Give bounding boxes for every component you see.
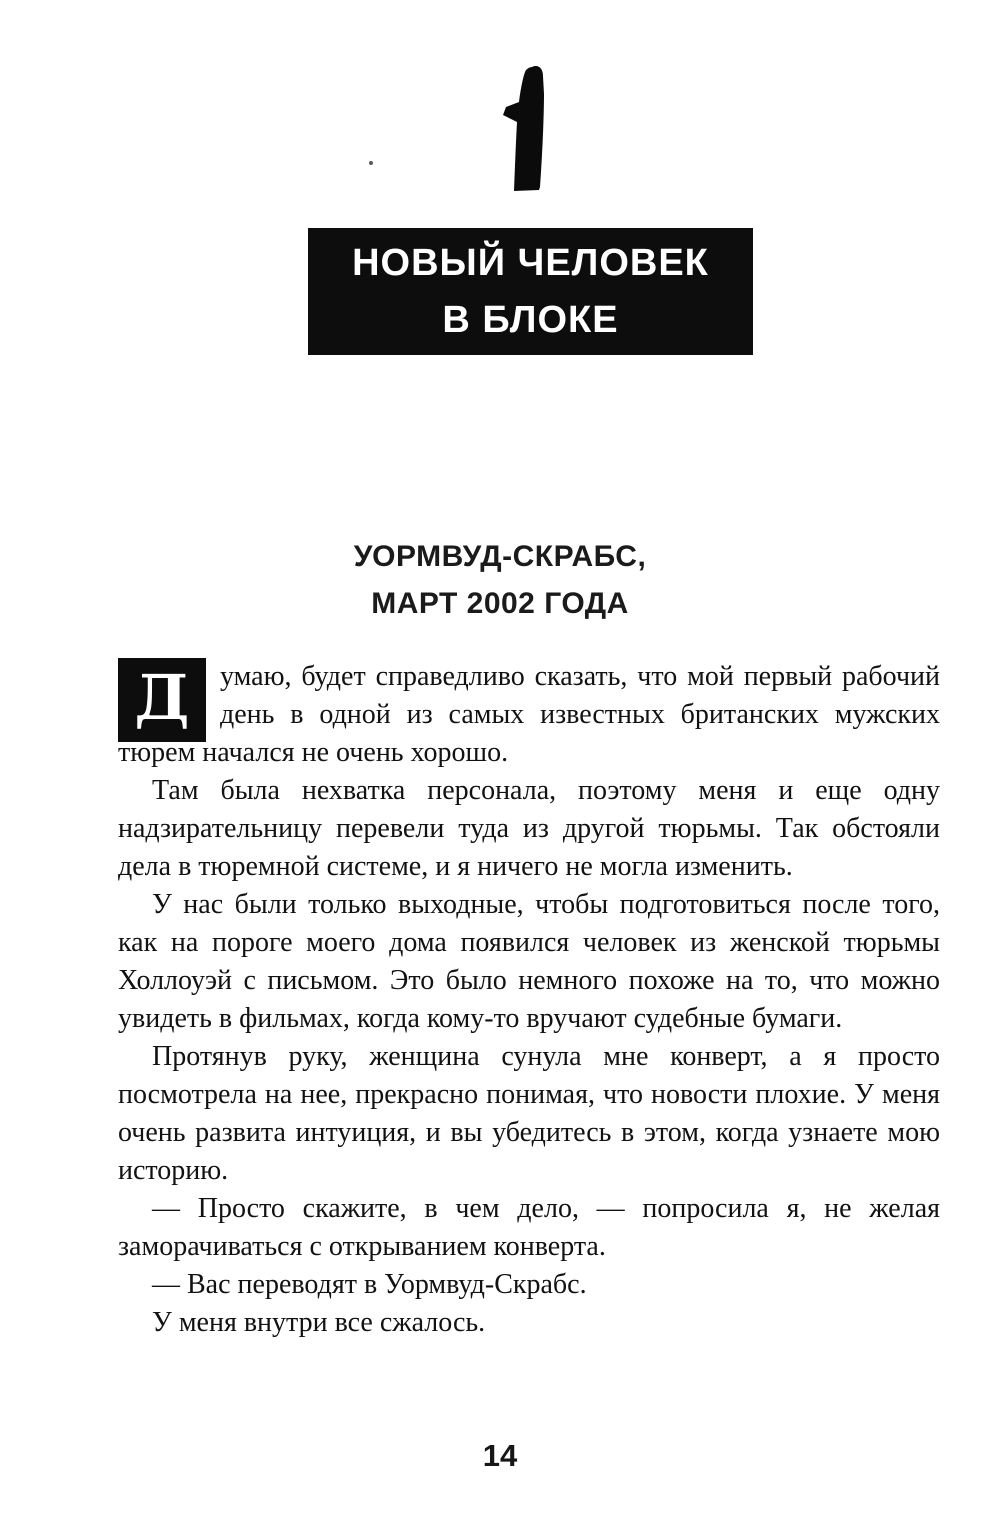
- paragraph: У меня внутри все сжалось.: [152, 1307, 486, 1338]
- paragraph: — Вас переводят в Уормвуд-Скрабс.: [152, 1269, 587, 1300]
- paragraph: Там была нехватка персонала, поэтому меня и еще одну надзирательницу перевели туда из другой тюрьмы. Так обстояли дела в тюремной системе, и я ничего не могла изменить.: [118, 775, 940, 882]
- opening-paragraph: [118, 658, 940, 772]
- chapter-subtitle-line: УОРМВУД-СКРАБС,: [353, 540, 647, 573]
- chapter-subtitle-line: МАРТ 2002 ГОДА: [371, 587, 629, 620]
- paragraph: — Просто скажите, в чем дело, — попросила я, не желая заморачиваться с открыванием конверта.: [118, 1193, 940, 1262]
- page-number: 14: [482, 1438, 518, 1473]
- dropcap: Д: [118, 658, 206, 742]
- chapter-subtitle: [0, 533, 1000, 627]
- chapter-title-line: НОВЫЙ ЧЕЛОВЕК: [352, 241, 709, 284]
- opening-paragraph-text: умаю, будет справедливо сказать, что мой первый рабочий день в одной из самых известных британских мужских тюрем начался не очень хорошо.: [118, 661, 940, 768]
- chapter-title-line: В БЛОКЕ: [442, 298, 619, 341]
- chapter-number-figure: [500, 64, 550, 194]
- paragraph: Протянув руку, женщина сунула мне конверт, а я просто посмотрела на нее, прекрасно понимая, что новости плохие. У меня очень развита интуиция, и вы убедитесь в этом, когда узнаете мою историю.: [118, 1041, 940, 1186]
- chapter-title-box: [308, 228, 753, 355]
- scan-speck: [369, 161, 373, 165]
- body-text: [118, 658, 940, 1342]
- paragraph: У нас были только выходные, чтобы подготовиться после того, как на пороге моего дома появился человек из женской тюрьмы Холлоуэй с письмом. Это было немного похоже на то, что можно увидеть в фильмах, когда кому-то вручают судебные бумаги.: [118, 889, 940, 1034]
